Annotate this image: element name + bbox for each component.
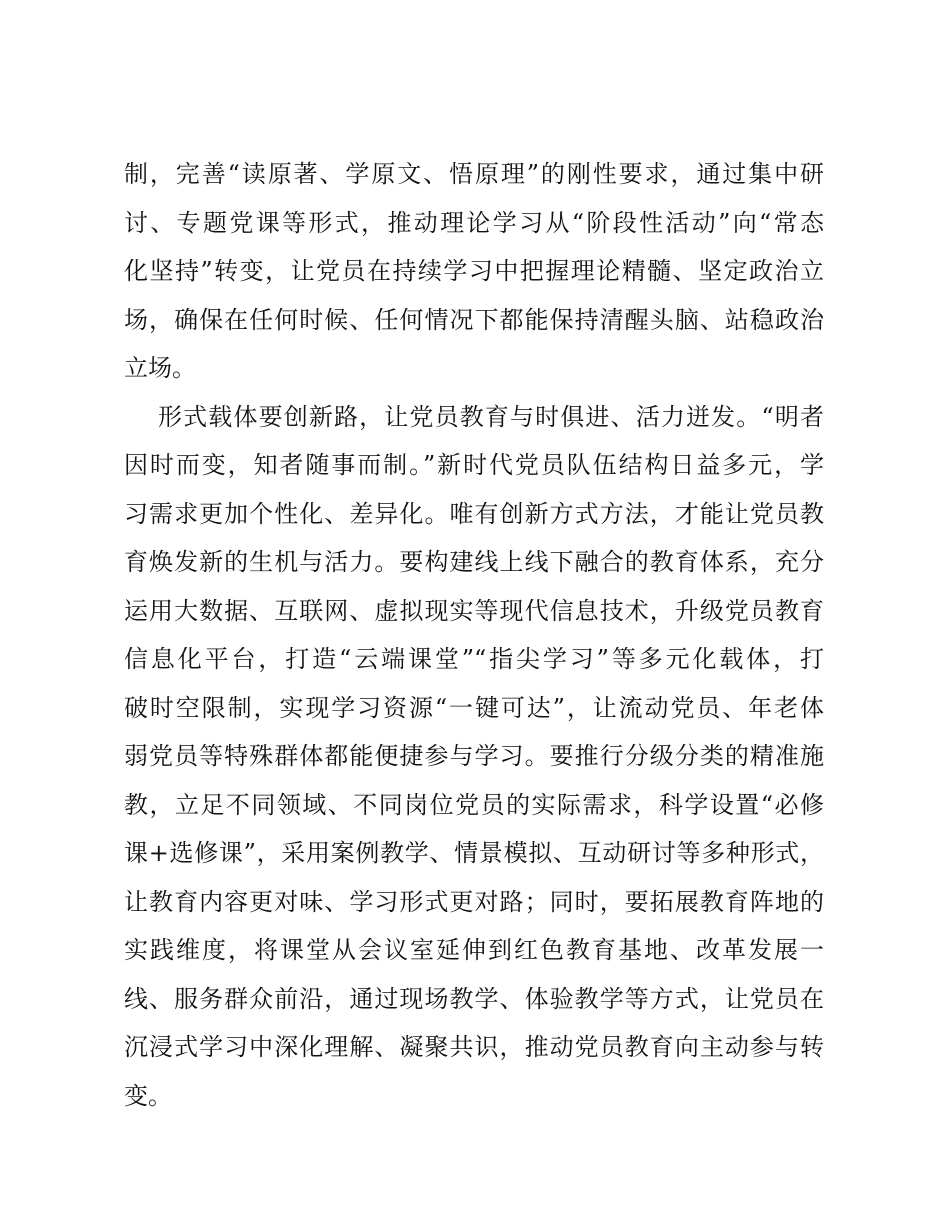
text-line: 沉浸式学习中深化理解、凝聚共识，推动党员教育向主动参与转 xyxy=(124,1033,824,1061)
text-line: 课+选修课”，采用案例教学、情景模拟、互动研讨等多种形式， xyxy=(124,839,824,867)
text-line: 化坚持”转变，让党员在持续学习中把握理论精髓、坚定政治立 xyxy=(124,257,824,285)
text-line: 场，确保在任何时候、任何情况下都能保持清醒头脑、站稳政治 xyxy=(124,305,824,334)
text-line: 制，完善“读原著、学原文、悟原理”的刚性要求，通过集中研 xyxy=(124,160,824,188)
text-line: 育焕发新的生机与活力。要构建线上线下融合的教育体系，充分 xyxy=(124,548,824,576)
text-line: 实践维度，将课堂从会议室延伸到红色教育基地、改革发展一 xyxy=(124,936,824,964)
text-line: 讨、专题党课等形式，推动理论学习从“阶段性活动”向“常态 xyxy=(124,208,824,237)
text-line: 让教育内容更对味、学习形式更对路；同时，要拓展教育阵地的 xyxy=(124,887,824,916)
text-line: 因时而变，知者随事而制。”新时代党员队伍结构日益多元，学 xyxy=(124,451,824,479)
text-line: 立场。 xyxy=(124,354,196,382)
paragraph xyxy=(124,150,824,393)
document-body xyxy=(124,150,824,1120)
text-line: 破时空限制，实现学习资源“一键可达”，让流动党员、年老体 xyxy=(124,693,824,722)
text-line: 习需求更加个性化、差异化。唯有创新方式方法，才能让党员教 xyxy=(124,499,824,528)
text-line: 信息化平台，打造“云端课堂”“指尖学习”等多元化载体，打 xyxy=(124,645,824,673)
text-line: 线、服务群众前沿，通过现场教学、体验教学等方式，让党员在 xyxy=(124,984,824,1013)
text-line: 运用大数据、互联网、虚拟现实等现代信息技术，升级党员教育 xyxy=(124,596,824,625)
text-line: 弱党员等特殊群体都能便捷参与学习。要推行分级分类的精准施 xyxy=(124,742,824,770)
text-line: 教，立足不同领域、不同岗位党员的实际需求，科学设置“必修 xyxy=(124,790,824,819)
text-line: 形式载体要创新路，让党员教育与时俱进、活力迸发。“明者 xyxy=(158,402,824,431)
paragraph xyxy=(124,393,824,1121)
text-line: 变。 xyxy=(124,1081,172,1110)
